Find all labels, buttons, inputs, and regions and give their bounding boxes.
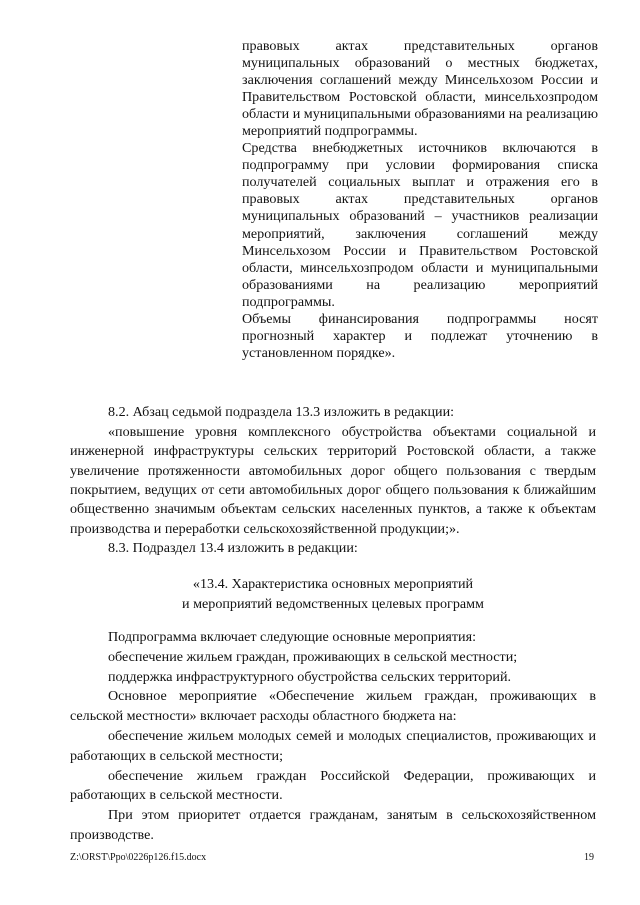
body-paragraph-7: При этом приоритет отдается гражданам, занятым в сельскохозяйственном производстве. (70, 807, 596, 843)
section-8-3-intro: 8.3. Подраздел 13.4 изложить в редакции: (108, 540, 358, 557)
section-8-2-intro: 8.2. Абзац седьмой подраздела 13.3 изложить в редакции: (108, 404, 455, 420)
column-paragraph-2: Средства внебюджетных источников включаются в подпрограмму при условии формирования списка получателей социальных выплат и отражения его в правовых актах представительных органов муниципальных образований – участников реализации мероприятий, заключения соглашений между Минсельхозом России и Правительством Ростовской области, минсельхозпродом области и муниципальными образованиями на реализацию мероприятий подпрограммы. (242, 140, 598, 310)
body-paragraph-1: Подпрограмма включает следующие основные мероприятия: (108, 629, 476, 645)
column-paragraph-1: правовых актах представительных органов муниципальных образований о местных бюджетах, заключения соглашений между Минсельхозом России и Правительством Ростовской области, минсельхозпродом области и муниципальными образованиями на реализацию мероприятий подпрограммы. (242, 38, 598, 140)
body-paragraph-4: Основное мероприятие «Обеспечение жильем граждан, проживающих в сельской местности» включает расходы областного бюджета на: (70, 688, 596, 725)
section-8-2-quote: «повышение уровня комплексного обустройства объектами социальной и инженерной инфраструктуры сельских территорий Ростовской области, а также увеличение протяженности автомобильных дорог общего пользования с твердым покрытием, ведущих от сети автомобильных дорог общего пользования к ближайшим общественно значимым объектам сельских населенных пунктов, а также к объектам производства и переработки сельскохозяйственной продукции;». (70, 423, 596, 537)
body-paragraph-2: обеспечение жильем граждан, проживающих в сельской местности; (108, 648, 518, 665)
body-paragraph-3: поддержка инфраструктурного обустройства сельских территорий. (108, 668, 512, 685)
heading-line-2: и мероприятий ведомственных целевых программ (182, 596, 484, 612)
section-13-4-body (70, 628, 596, 846)
body-paragraph-6: обеспечение жильем граждан Российской Федерации, проживающих и работающих в сельской местности. (70, 767, 596, 804)
heading-line-1: «13.4. Характеристика основных мероприятий (192, 576, 474, 592)
file-path: Z:\ORST\Ppo\0226p126.f15.docx (70, 852, 207, 863)
page-number: 19 (584, 852, 594, 863)
subsection-heading (70, 574, 596, 614)
section-8-2 (70, 403, 596, 559)
column-paragraph-3: Объемы финансирования подпрограммы носят прогнозный характер и подлежат уточнению в установленном порядке». (242, 310, 598, 361)
quoted-continuation-column (242, 38, 598, 362)
body-paragraph-5: обеспечение жильем молодых семей и молодых специалистов, проживающих и работающих в сельской местности; (70, 727, 596, 764)
